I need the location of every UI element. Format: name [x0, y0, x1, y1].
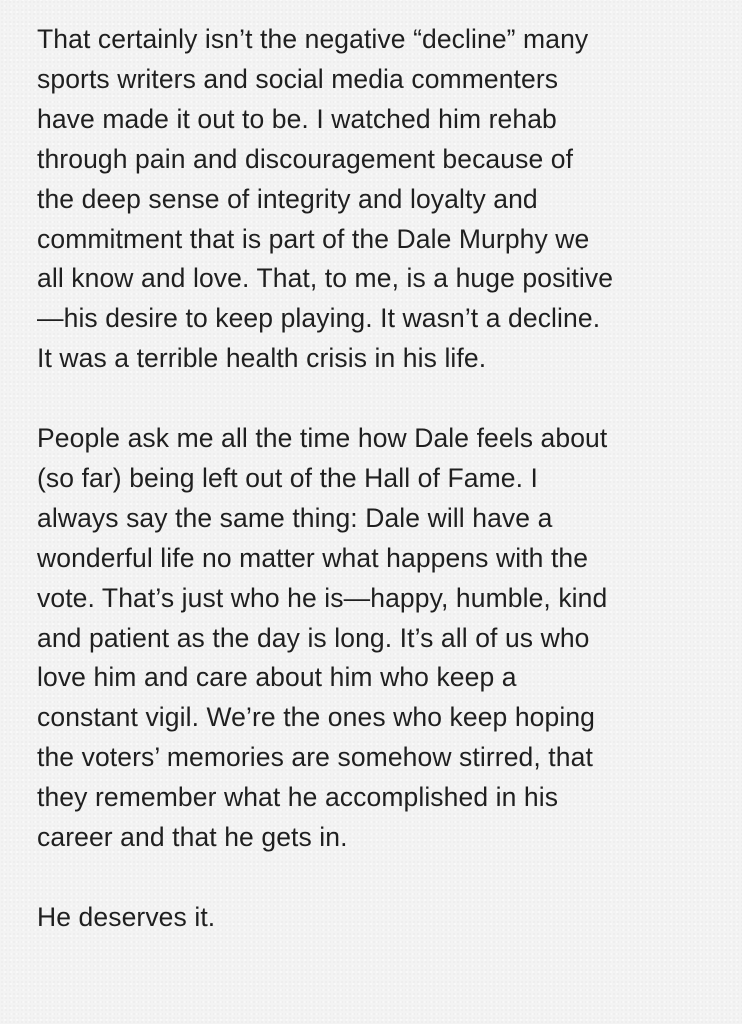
text-line: always say the same thing: Dale will have a — [37, 502, 553, 533]
paragraph-2 — [37, 419, 727, 858]
text-line: People ask me all the time how Dale feels about — [37, 423, 608, 454]
text-line: the voters’ memories are somehow stirred, that — [37, 742, 593, 773]
text-line: commitment that is part of the Dale Murphy we — [37, 223, 590, 254]
paragraph-3 — [37, 898, 727, 938]
text-line: the deep sense of integrity and loyalty and — [37, 183, 538, 214]
text-line: vote. That’s just who he is—happy, humble, kind — [37, 582, 608, 613]
text-line: —his desire to keep playing. It wasn’t a decline. — [37, 303, 601, 334]
text-line: all know and love. That, to me, is a huge positive — [37, 263, 614, 294]
text-line: wonderful life no matter what happens with the — [37, 542, 589, 573]
text-line: sports writers and social media commenters — [37, 63, 559, 94]
paragraph-spacer — [37, 379, 727, 419]
text-line: have made it out to be. I watched him rehab — [37, 103, 557, 134]
text-line: (so far) being left out of the Hall of Fame. I — [37, 462, 538, 493]
text-line: love him and care about him who keep a — [37, 662, 517, 693]
text-line: and patient as the day is long. It’s all of us who — [37, 622, 590, 653]
text-line: He deserves it. — [37, 901, 216, 932]
text-line: they remember what he accomplished in his — [37, 782, 559, 813]
text-line: It was a terrible health crisis in his life. — [37, 343, 487, 374]
text-line: constant vigil. We’re the ones who keep hoping — [37, 702, 596, 733]
paragraph-1 — [37, 20, 727, 379]
note-body — [37, 20, 727, 938]
paragraph-spacer — [37, 858, 727, 898]
text-line: through pain and discouragement because of — [37, 143, 574, 174]
text-line: career and that he gets in. — [37, 822, 348, 853]
text-line: That certainly isn’t the negative “decline” many — [37, 24, 589, 54]
